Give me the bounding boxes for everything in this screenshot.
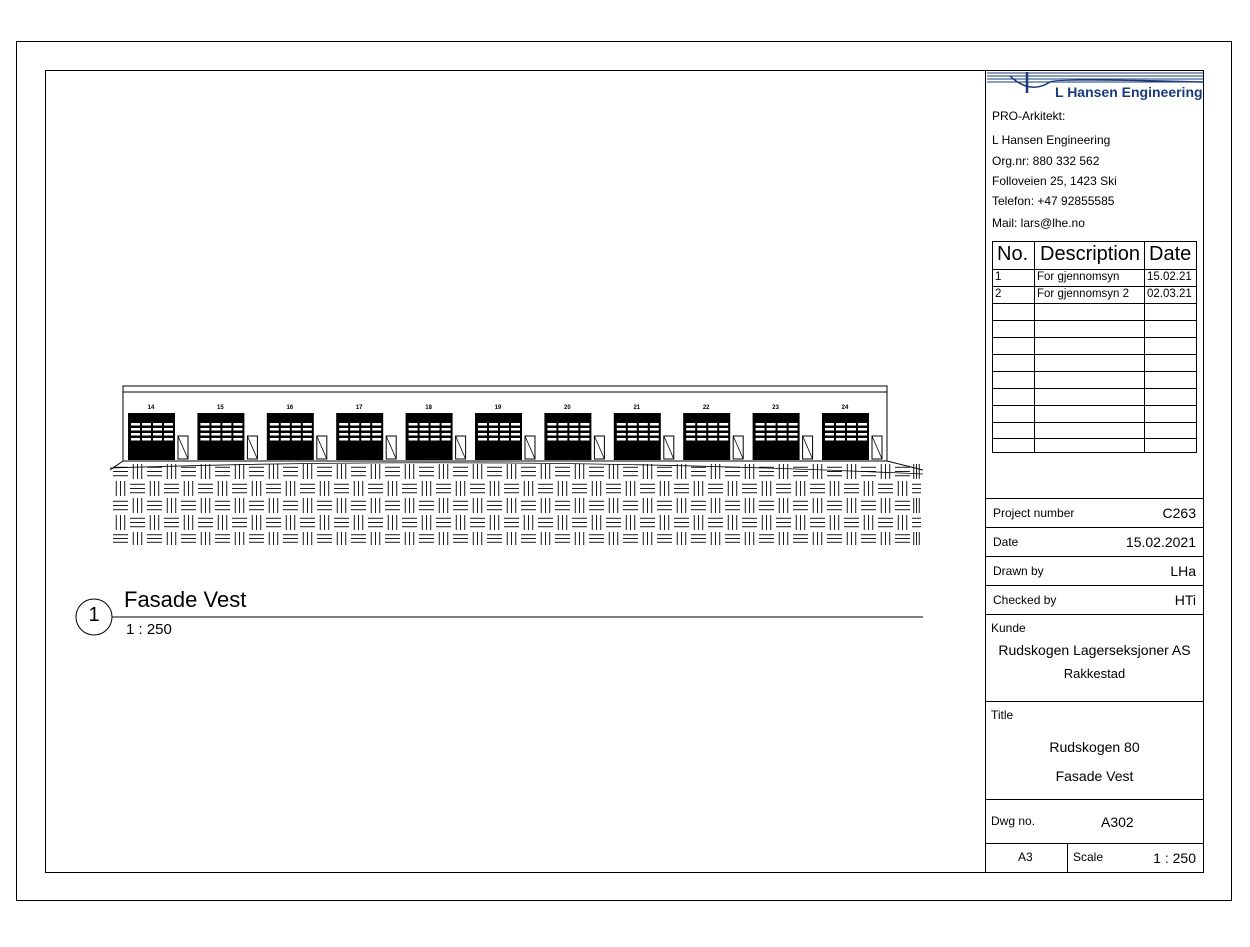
scale-value: 1 : 250: [1153, 850, 1196, 866]
unit-number-18: 18: [425, 405, 432, 411]
drawing-number-value: A302: [1101, 814, 1134, 830]
unit-number-23: 23: [772, 405, 779, 411]
unit-number-24: 24: [841, 405, 849, 411]
view-title: Fasade Vest: [124, 587, 247, 612]
company-logo-text: L Hansen Engineering: [1055, 84, 1203, 100]
date-value: 15.02.2021: [1125, 534, 1196, 550]
checked-by-label: Checked by: [993, 593, 1057, 607]
company-org-number: Org.nr: 880 332 562: [992, 154, 1100, 168]
revision-header-description: Description: [1040, 243, 1141, 265]
title-line-1: Rudskogen 80: [1049, 739, 1140, 755]
unit-number-17: 17: [355, 405, 363, 411]
architect-role: PRO-Arkitekt:: [992, 109, 1066, 123]
company-mail: Mail: lars@lhe.no: [992, 216, 1085, 230]
title-line-2: Fasade Vest: [1055, 768, 1134, 784]
project-number-label: Project number: [993, 506, 1075, 520]
view-number: 1: [88, 604, 100, 626]
drawn-by-value: LHa: [1170, 563, 1196, 579]
paper-size: A3: [1018, 850, 1033, 864]
revision-row-1-description: For gjennomsyn: [1037, 271, 1120, 283]
unit-number-16: 16: [286, 405, 294, 411]
revision-row-1-no: 1: [995, 271, 1002, 283]
unit-number-19: 19: [494, 405, 502, 411]
unit-number-21: 21: [633, 405, 641, 411]
project-number-value: C263: [1162, 505, 1196, 521]
checked-by-value: HTi: [1174, 592, 1196, 608]
revision-row-2-no: 2: [995, 288, 1002, 300]
drawn-by-label: Drawn by: [993, 564, 1044, 578]
unit-number-20: 20: [564, 405, 571, 411]
date-label: Date: [993, 535, 1019, 549]
title-label: Title: [991, 708, 1014, 722]
company-address: Folloveien 25, 1423 Ski: [992, 174, 1117, 188]
revision-header-date: Date: [1149, 243, 1192, 265]
client-label: Kunde: [991, 621, 1026, 635]
company-name: L Hansen Engineering: [992, 133, 1111, 147]
revision-row-2-description: For gjennomsyn 2: [1037, 288, 1130, 300]
scale-label: Scale: [1073, 850, 1104, 864]
client-name: Rudskogen Lagerseksjoner AS: [998, 642, 1191, 658]
company-phone: Telefon: +47 92855585: [992, 194, 1115, 208]
unit-number-15: 15: [217, 405, 224, 411]
revision-header-no: No.: [997, 243, 1029, 265]
client-location: Rakkestad: [1063, 666, 1126, 681]
view-scale: 1 : 250: [126, 621, 172, 638]
drawing-number-label: Dwg no.: [991, 814, 1036, 828]
unit-number-22: 22: [702, 405, 710, 411]
revision-row-1-date: 15.02.21: [1147, 271, 1192, 283]
revision-row-2-date: 02.03.21: [1147, 288, 1192, 300]
unit-number-14: 14: [147, 405, 155, 411]
